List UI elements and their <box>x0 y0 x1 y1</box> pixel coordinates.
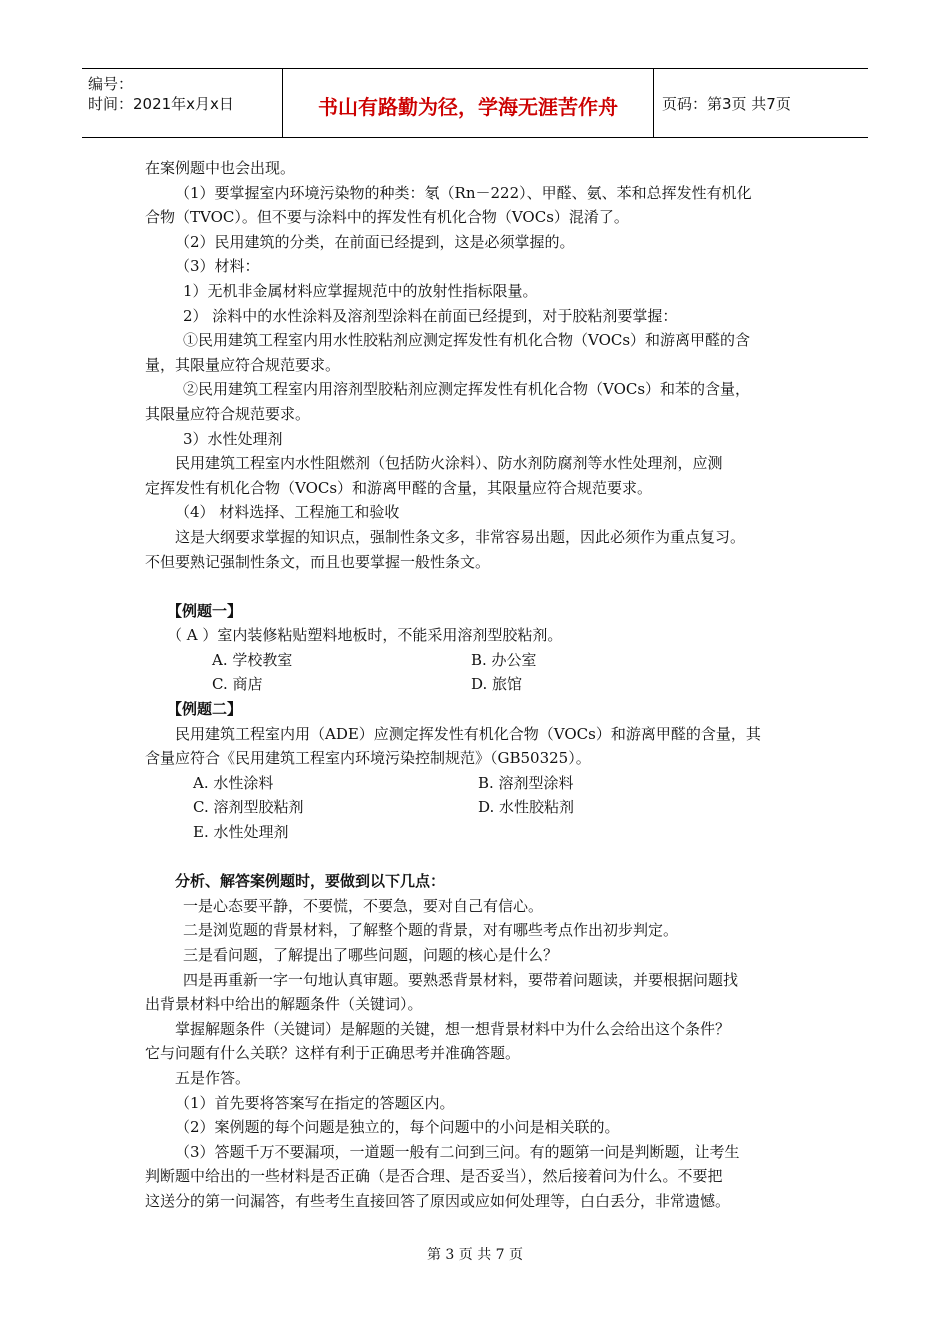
paragraph: 在案例题中也会出现。 <box>145 159 296 177</box>
analysis-line: 它与问题有什么关联？这样有利于正确思考并准确答题。 <box>145 1044 521 1063</box>
example-one-options-row <box>145 672 810 697</box>
analysis-line: 二是浏览题的背景材料，了解整个题的背景，对有哪些考点作出初步判定。 <box>183 921 679 940</box>
header-page-cell <box>654 69 868 137</box>
paragraph: ②民用建筑工程室内用溶剂型胶粘剂应测定挥发性有机化合物（VOCs）和苯的含量， <box>183 380 751 399</box>
paragraph: ①民用建筑工程室内用水性胶粘剂应测定挥发性有机化合物（VOCs）和游离甲醛的含 <box>183 331 751 350</box>
example-two-question: 民用建筑工程室内用（ADE）应测定挥发性有机化合物（VOCs）和游离甲醛的含量，其 <box>175 724 761 743</box>
paragraph: 量，其限量应符合规范要求。 <box>145 355 341 374</box>
paragraph: 这是大纲要求掌握的知识点，强制性条文多，非常容易出题，因此必须作为重点复习。 <box>175 527 746 546</box>
paragraph: （2）民用建筑的分类，在前面已经提到，这是必须掌握的。 <box>175 232 575 251</box>
option-c: C. 溶剂型胶粘剂 <box>193 798 304 817</box>
analysis-line: 出背景材料中给出的解题条件（关键词）。 <box>145 995 423 1014</box>
paragraph: 2） 涂料中的水性涂料及溶剂型涂料在前面已经提到，对于胶粘剂要掌握： <box>183 306 678 325</box>
analysis-line: 判断题中给出的一些材料是否正确（是否合理、是否妥当），然后接着问为什么。不要把 <box>145 1167 723 1186</box>
analysis-line: 五是作答。 <box>175 1068 251 1087</box>
example-one-options-row <box>145 648 810 673</box>
header-meta-cell <box>82 69 283 137</box>
option-a: A. 学校教室 <box>212 650 293 669</box>
option-c: C. 商店 <box>212 675 263 694</box>
analysis-line: （2）案例题的每个问题是独立的，每个问题中的小问是相关联的。 <box>175 1118 620 1137</box>
analysis-line: （3）答题千万不要漏项，一道题一般有二问到三问。有的题第一问是判断题，让考生 <box>175 1142 740 1161</box>
header-motto: 书山有路勤为径，学海无涯苦作舟 <box>318 95 618 119</box>
example-one-question: （ A ）室内装修粘贴塑料地板时，不能采用溶剂型胶粘剂。 <box>167 626 563 645</box>
analysis-line: 掌握解题条件（关键词）是解题的关键，想一想背景材料中为什么会给出这个条件？ <box>175 1019 731 1038</box>
example-one-title: 【例题一】 <box>167 601 243 620</box>
paragraph: 1）无机非金属材料应掌握规范中的放射性指标限量。 <box>183 281 538 300</box>
analysis-line: 这送分的第一问漏答，有些考生直接回答了原因或应如何处理等，白白丢分，非常遗憾。 <box>145 1191 731 1210</box>
paragraph: 3）水性处理剂 <box>183 429 283 448</box>
paragraph: （4） 材料选择、工程施工和验收 <box>175 503 400 522</box>
page-footer: 第 3 页 共 7 页 <box>426 1247 524 1263</box>
paragraph: 其限量应符合规范要求。 <box>145 404 311 423</box>
option-b: B. 溶剂型涂料 <box>478 773 574 792</box>
example-two-options-row <box>145 820 810 845</box>
paragraph: （1）要掌握室内环境污染物的种类：氡（Rn－222）、甲醛、氨、苯和总挥发性有机化 <box>175 183 752 202</box>
example-two-title: 【例题二】 <box>167 700 243 719</box>
page-header <box>82 68 868 138</box>
analysis-line: 三是看问题，了解提出了哪些问题，问题的核心是什么？ <box>183 946 559 964</box>
analysis-line: （1）首先要将答案写在指定的答题区内。 <box>175 1093 455 1112</box>
paragraph: 合物（TVOC）。但不要与涂料中的挥发性有机化合物（VOCs）混淆了。 <box>145 208 629 227</box>
option-d: D. 水性胶粘剂 <box>478 798 575 817</box>
analysis-line: 一是心态要平静，不要慌，不要急，要对自己有信心。 <box>183 896 544 915</box>
document-number-label: 编号： <box>88 75 134 93</box>
paragraph: （3）材料： <box>175 257 260 276</box>
example-two-options-row <box>145 771 810 796</box>
paragraph: 定挥发性有机化合物（VOCs）和游离甲醛的含量，其限量应符合规范要求。 <box>145 478 653 497</box>
paragraph: 不但要熟记强制性条文，而且也要掌握一般性条文。 <box>145 552 491 571</box>
example-two-options-row <box>145 795 810 820</box>
example-two-question: 含量应符合《民用建筑工程室内环境污染控制规范》（GB50325）。 <box>145 749 591 768</box>
option-d: D. 旅馆 <box>471 675 523 694</box>
paragraph: 民用建筑工程室内水性阻燃剂（包括防火涂料）、防水剂防腐剂等水性处理剂，应测 <box>175 454 723 473</box>
document-time-label: 时间：2021年x月x日 <box>88 95 234 113</box>
header-motto-cell <box>283 69 654 137</box>
document-body <box>145 156 810 1214</box>
analysis-title: 分析、解答案例题时，要做到以下几点： <box>175 872 446 891</box>
option-b: B. 办公室 <box>471 650 537 669</box>
option-e: E. 水性处理剂 <box>193 823 289 842</box>
header-page-info: 页码：第3页 共7页 <box>662 95 791 113</box>
analysis-line: 四是再重新一字一句地认真审题。要熟悉背景材料，要带着问题读，并要根据问题找 <box>183 970 739 989</box>
option-a: A. 水性涂料 <box>193 773 274 792</box>
